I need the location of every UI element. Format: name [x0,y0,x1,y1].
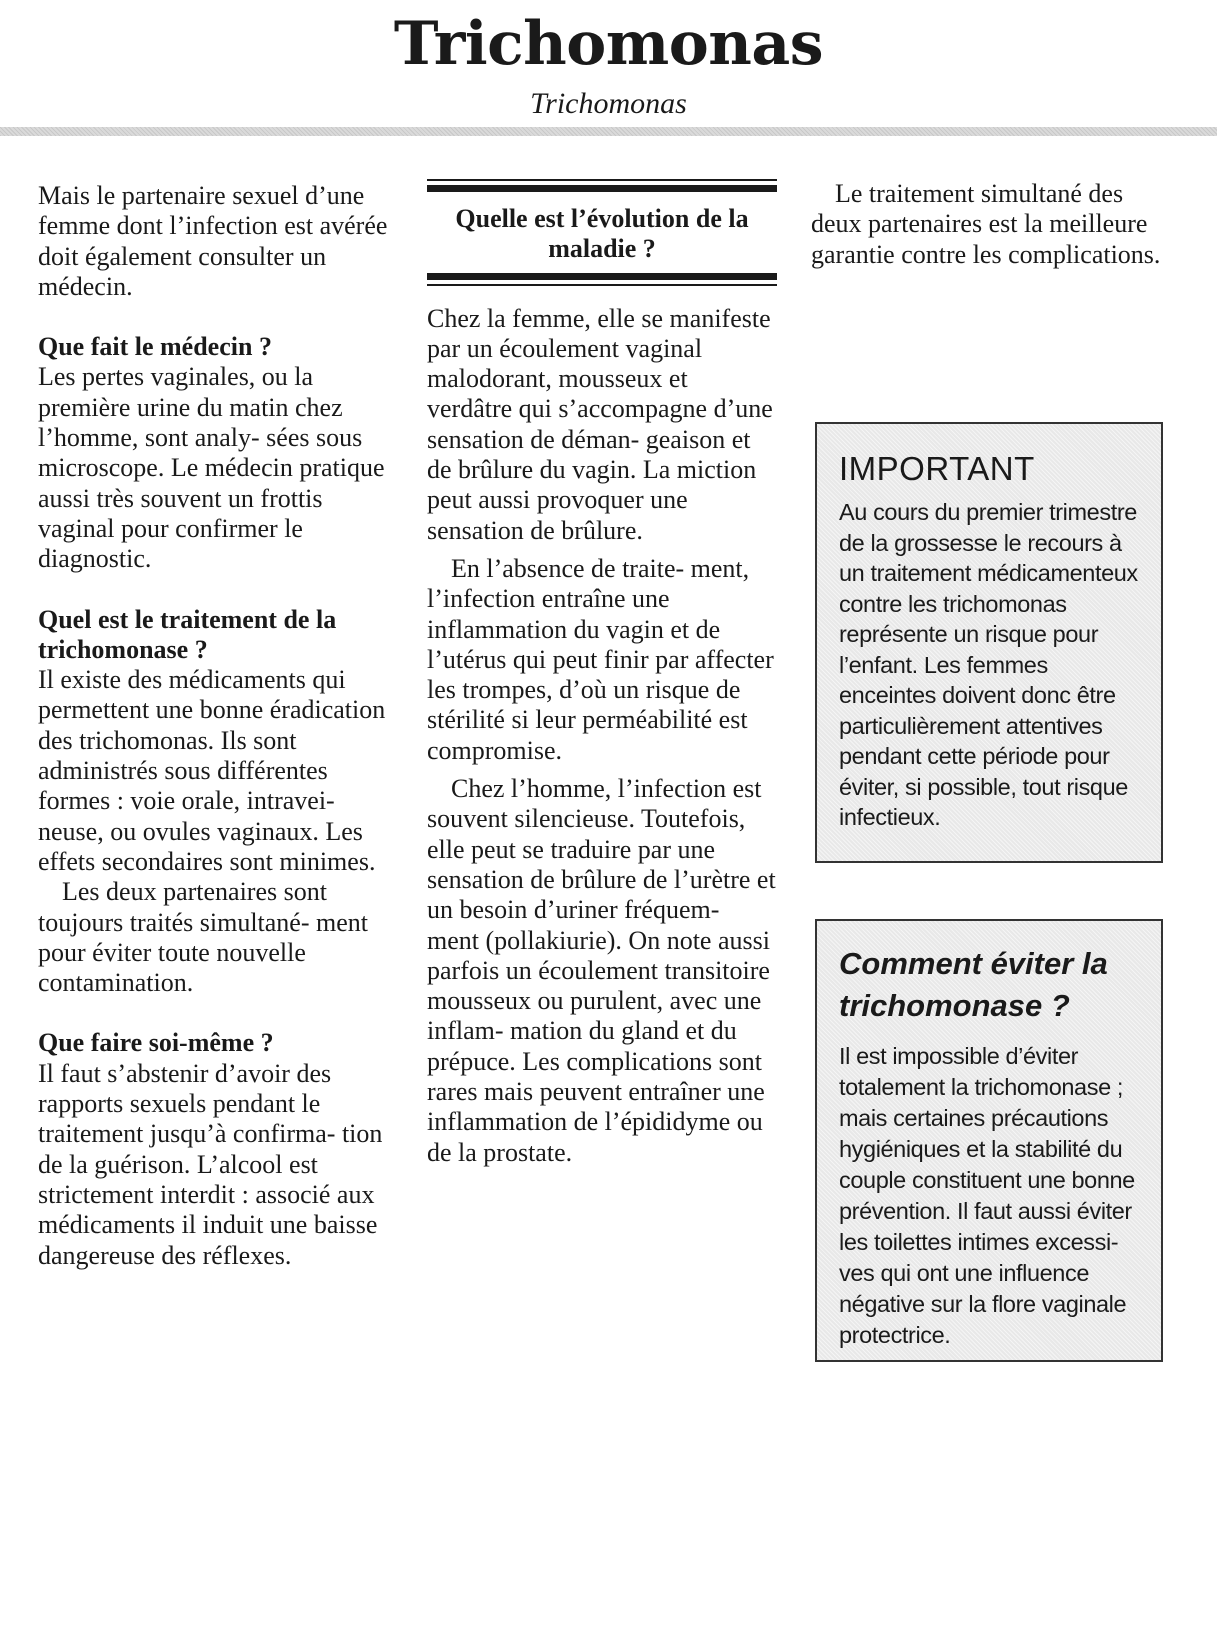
treatment-paragraph: Il existe des médicaments qui permettent une bonne éradication des trichomonas. Ils sont administrés sous différentes formes : voie orale, intravei- neuse, ou ovules vaginaux. Les effets secondaires sont minimes. [38,665,386,876]
header-divider [0,127,1217,136]
important-text: Au cours du premier trimestre de la grossesse le recours à un traitement médicamenteux contre les trichomonas représente un risque pour l’enfant. Les femmes enceintes doivent donc être particulièrement attentives pendant cette période pour éviter, si possible, tout risque infectieux. [839,499,1138,830]
heading-rule-bottom-thick [427,273,777,280]
doctor-heading: Que fait le médecin ? [38,332,272,362]
heading-rule-bottom-thin [427,284,777,286]
column-middle [427,179,777,1168]
prevention-title: Comment éviter la trichomonase ? [839,946,1108,1023]
doctor-paragraph: Les pertes vaginales, ou la première urine du matin chez l’homme, sont analy- sées sous microscope. Le médecin pratique aussi très souvent un frottis vaginal pour confirmer le diagnostic. [38,362,385,574]
evolution-paragraph-untreated: En l’absence de traite- ment, l’infection entraîne une inflammation du vagin et de l’utérus qui peut finir par affecter les trompes, d’où un risque de stérilité si leur perméabilité est compromise. [427,553,774,765]
treatment-paragraph-2: Les deux partenaires sont toujours traités simultané- ment pour éviter toute nouvelle contamination. [38,877,368,998]
important-box [815,422,1163,863]
prevention-box [815,919,1163,1362]
prevention-text: Il est impossible d’éviter totalement la trichomonase ; mais certaines précautions hygiéniques et la stabilité du couple constituent une bonne prévention. Il faut aussi éviter les toilettes intimes excessi- ves qui ont une influence négative sur la flore vaginale protectrice. [839,1043,1135,1348]
important-title: IMPORTANT [839,450,1035,487]
page-title: Trichomonas [393,9,824,79]
self-care-heading: Que faire soi-même ? [38,1028,274,1058]
heading-rule-top-thick [427,185,777,192]
simultaneous-treatment-paragraph: Le traitement simultané des deux partenaires est la meilleure garantie contre les complications. [811,179,1161,269]
treatment-heading: Quel est le traitement de la trichomonase ? [38,604,337,664]
intro-paragraph: Mais le partenaire sexuel d’une femme dont l’infection est avérée doit également consulter un médecin. [38,181,388,301]
evolution-heading: Quelle est l’évolution de la maladie ? [455,204,749,264]
page-subtitle: Trichomonas [530,87,687,120]
evolution-paragraph-men: Chez l’homme, l’infection est souvent silencieuse. Toutefois, elle peut se traduire par une sensation de brûlure de l’urètre et un besoin d’uriner fréquem- ment (pollakiurie). On note aussi parfois un écoulement transitoire mousseux ou purulent, avec une inflam- mation du gland et du prépuce. Les complications sont rares mais peuvent entraîner une inflammation de l’épididyme ou de la prostate. [427,774,776,1167]
evolution-heading-box [427,179,777,286]
self-care-paragraph: Il faut s’abstenir d’avoir des rapports sexuels pendant le traitement jusqu’à confirma- tion de la guérison. L’alcool est strictement interdit : associé aux médicaments il induit une baisse dangereuse des réflexes. [38,1058,383,1270]
evolution-paragraph-women: Chez la femme, elle se manifeste par un écoulement vaginal malodorant, mousseux et verdâtre qui s’accompagne d’une sensation de déman- geaison et de brûlure du vagin. La miction peut aussi provoquer une sensation de brûlure. [427,303,773,545]
column-left [38,181,398,1271]
column-right [811,179,1171,270]
